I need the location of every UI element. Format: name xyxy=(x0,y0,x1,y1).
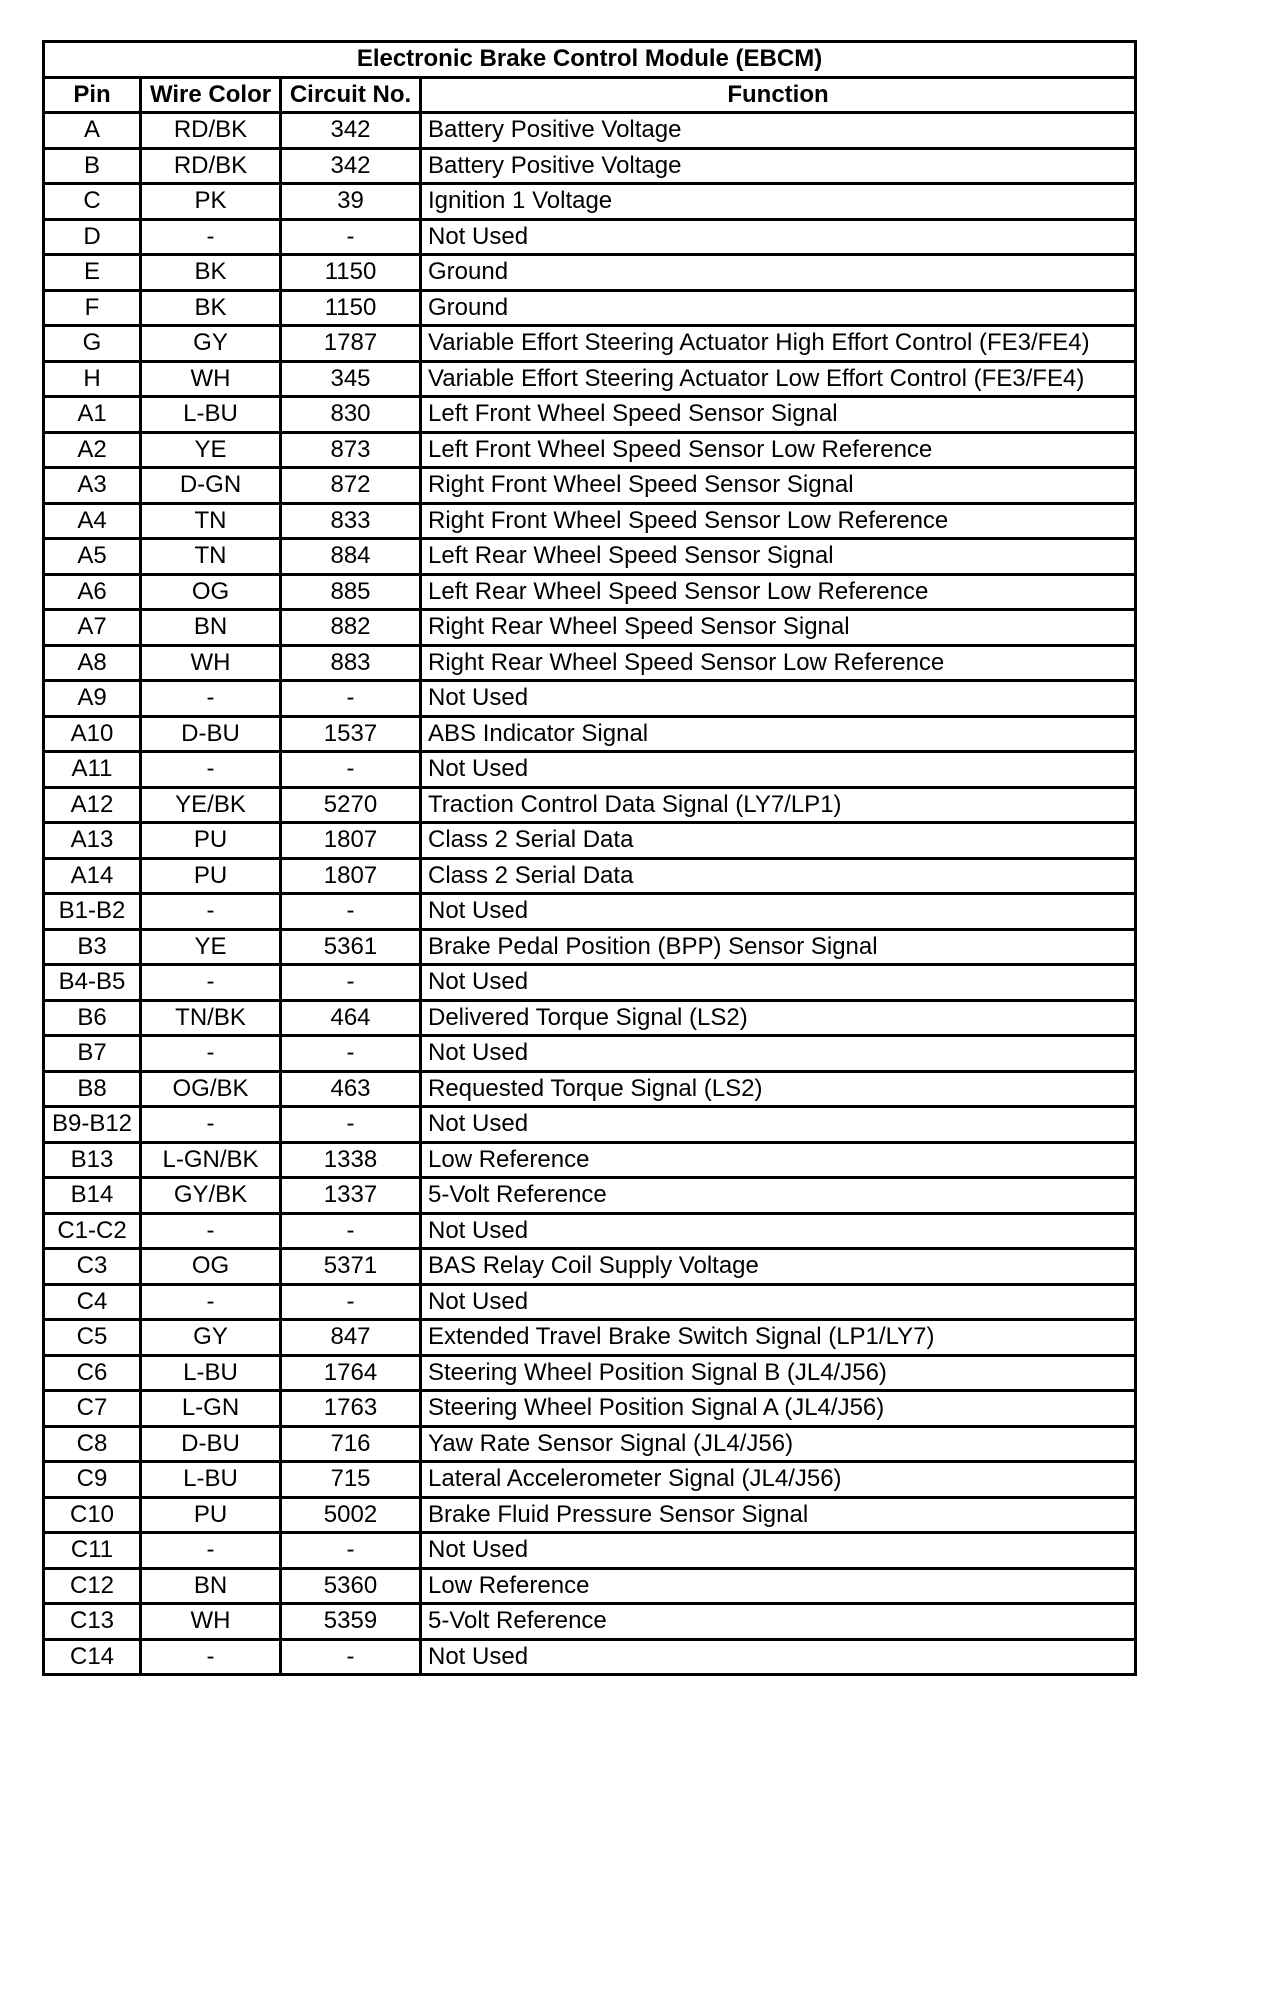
circuit-no-cell: 464 xyxy=(281,1000,421,1036)
wire-color-cell: D-BU xyxy=(141,1426,281,1462)
wire-color-cell: L-GN/BK xyxy=(141,1142,281,1178)
function-cell: BAS Relay Coil Supply Voltage xyxy=(421,1249,1136,1285)
pin-cell: C8 xyxy=(44,1426,141,1462)
pin-cell: C5 xyxy=(44,1320,141,1356)
pin-cell: C11 xyxy=(44,1533,141,1569)
table-title: Electronic Brake Control Module (EBCM) xyxy=(44,42,1136,78)
wire-color-cell: WH xyxy=(141,1604,281,1640)
function-cell: Not Used xyxy=(421,1533,1136,1569)
pin-cell: A12 xyxy=(44,787,141,823)
wire-color-cell: PK xyxy=(141,184,281,220)
table-row xyxy=(44,929,1136,965)
pin-cell: B13 xyxy=(44,1142,141,1178)
table-row xyxy=(44,1249,1136,1285)
table-title-row xyxy=(44,42,1136,78)
pin-cell: A xyxy=(44,113,141,149)
circuit-no-cell: 883 xyxy=(281,645,421,681)
function-cell: Variable Effort Steering Actuator High Effort Control (FE3/FE4) xyxy=(421,326,1136,362)
table-row xyxy=(44,361,1136,397)
function-cell: Left Front Wheel Speed Sensor Low Reference xyxy=(421,432,1136,468)
circuit-no-cell: 1338 xyxy=(281,1142,421,1178)
ebcm-pinout-table xyxy=(42,40,1137,1676)
function-cell: Not Used xyxy=(421,1107,1136,1143)
table-row xyxy=(44,965,1136,1001)
circuit-no-cell: 1763 xyxy=(281,1391,421,1427)
table-row xyxy=(44,681,1136,717)
function-cell: Requested Torque Signal (LS2) xyxy=(421,1071,1136,1107)
pin-cell: A7 xyxy=(44,610,141,646)
wire-color-cell: - xyxy=(141,1533,281,1569)
header-pin: Pin xyxy=(44,77,141,113)
circuit-no-cell: 847 xyxy=(281,1320,421,1356)
circuit-no-cell: 5360 xyxy=(281,1568,421,1604)
pin-cell: C14 xyxy=(44,1639,141,1675)
function-cell: Not Used xyxy=(421,681,1136,717)
wire-color-cell: YE xyxy=(141,929,281,965)
table-row xyxy=(44,1320,1136,1356)
table-row xyxy=(44,1568,1136,1604)
table-row xyxy=(44,823,1136,859)
circuit-no-cell: 1787 xyxy=(281,326,421,362)
table-row xyxy=(44,184,1136,220)
table-row xyxy=(44,1497,1136,1533)
table-body xyxy=(44,113,1136,1675)
table-row xyxy=(44,113,1136,149)
pin-cell: C7 xyxy=(44,1391,141,1427)
function-cell: Right Front Wheel Speed Sensor Low Reference xyxy=(421,503,1136,539)
function-cell: 5-Volt Reference xyxy=(421,1178,1136,1214)
header-row xyxy=(44,77,1136,113)
circuit-no-cell: - xyxy=(281,752,421,788)
pin-cell: A10 xyxy=(44,716,141,752)
wire-color-cell: - xyxy=(141,1639,281,1675)
wire-color-cell: TN xyxy=(141,503,281,539)
function-cell: Traction Control Data Signal (LY7/LP1) xyxy=(421,787,1136,823)
pin-cell: B4-B5 xyxy=(44,965,141,1001)
table-row xyxy=(44,397,1136,433)
function-cell: Brake Fluid Pressure Sensor Signal xyxy=(421,1497,1136,1533)
circuit-no-cell: 342 xyxy=(281,113,421,149)
circuit-no-cell: 5359 xyxy=(281,1604,421,1640)
circuit-no-cell: - xyxy=(281,894,421,930)
wire-color-cell: L-BU xyxy=(141,1462,281,1498)
circuit-no-cell: 873 xyxy=(281,432,421,468)
table-row xyxy=(44,610,1136,646)
table-row xyxy=(44,1604,1136,1640)
function-cell: Brake Pedal Position (BPP) Sensor Signal xyxy=(421,929,1136,965)
table-row xyxy=(44,787,1136,823)
table-row xyxy=(44,1071,1136,1107)
table-row xyxy=(44,1639,1136,1675)
pin-cell: A11 xyxy=(44,752,141,788)
circuit-no-cell: 715 xyxy=(281,1462,421,1498)
function-cell: Not Used xyxy=(421,1639,1136,1675)
pin-cell: A14 xyxy=(44,858,141,894)
table-row xyxy=(44,1107,1136,1143)
function-cell: Not Used xyxy=(421,752,1136,788)
header-function: Function xyxy=(421,77,1136,113)
function-cell: Not Used xyxy=(421,894,1136,930)
table-row xyxy=(44,1284,1136,1320)
wire-color-cell: OG xyxy=(141,574,281,610)
circuit-no-cell: 1807 xyxy=(281,823,421,859)
pin-cell: C10 xyxy=(44,1497,141,1533)
table-row xyxy=(44,1391,1136,1427)
circuit-no-cell: - xyxy=(281,219,421,255)
wire-color-cell: PU xyxy=(141,858,281,894)
circuit-no-cell: 1150 xyxy=(281,290,421,326)
function-cell: Battery Positive Voltage xyxy=(421,148,1136,184)
pin-cell: B8 xyxy=(44,1071,141,1107)
wire-color-cell: WH xyxy=(141,361,281,397)
wire-color-cell: - xyxy=(141,965,281,1001)
function-cell: Steering Wheel Position Signal A (JL4/J56) xyxy=(421,1391,1136,1427)
table-row xyxy=(44,503,1136,539)
circuit-no-cell: 463 xyxy=(281,1071,421,1107)
pin-cell: A2 xyxy=(44,432,141,468)
pin-cell: B xyxy=(44,148,141,184)
table-row xyxy=(44,1213,1136,1249)
function-cell: Not Used xyxy=(421,1284,1136,1320)
function-cell: Extended Travel Brake Switch Signal (LP1/LY7) xyxy=(421,1320,1136,1356)
pin-cell: B3 xyxy=(44,929,141,965)
wire-color-cell: GY xyxy=(141,1320,281,1356)
function-cell: Not Used xyxy=(421,1213,1136,1249)
function-cell: Battery Positive Voltage xyxy=(421,113,1136,149)
header-wire-color: Wire Color xyxy=(141,77,281,113)
table-row xyxy=(44,432,1136,468)
circuit-no-cell: 1337 xyxy=(281,1178,421,1214)
circuit-no-cell: 833 xyxy=(281,503,421,539)
wire-color-cell: OG xyxy=(141,1249,281,1285)
function-cell: Right Front Wheel Speed Sensor Signal xyxy=(421,468,1136,504)
function-cell: Left Front Wheel Speed Sensor Signal xyxy=(421,397,1136,433)
circuit-no-cell: 1150 xyxy=(281,255,421,291)
wire-color-cell: GY/BK xyxy=(141,1178,281,1214)
circuit-no-cell: 1807 xyxy=(281,858,421,894)
circuit-no-cell: - xyxy=(281,965,421,1001)
function-cell: Class 2 Serial Data xyxy=(421,858,1136,894)
circuit-no-cell: 882 xyxy=(281,610,421,646)
circuit-no-cell: 39 xyxy=(281,184,421,220)
wire-color-cell: - xyxy=(141,894,281,930)
wire-color-cell: D-GN xyxy=(141,468,281,504)
pin-cell: C12 xyxy=(44,1568,141,1604)
wire-color-cell: BK xyxy=(141,290,281,326)
table-row xyxy=(44,255,1136,291)
pin-cell: G xyxy=(44,326,141,362)
wire-color-cell: - xyxy=(141,219,281,255)
wire-color-cell: - xyxy=(141,1036,281,1072)
pin-cell: B9-B12 xyxy=(44,1107,141,1143)
wire-color-cell: - xyxy=(141,752,281,788)
function-cell: Not Used xyxy=(421,1036,1136,1072)
function-cell: Ground xyxy=(421,255,1136,291)
wire-color-cell: - xyxy=(141,681,281,717)
wire-color-cell: YE xyxy=(141,432,281,468)
wire-color-cell: BN xyxy=(141,1568,281,1604)
table-row xyxy=(44,468,1136,504)
pin-cell: A8 xyxy=(44,645,141,681)
function-cell: Left Rear Wheel Speed Sensor Signal xyxy=(421,539,1136,575)
wire-color-cell: - xyxy=(141,1213,281,1249)
wire-color-cell: BK xyxy=(141,255,281,291)
pin-cell: A5 xyxy=(44,539,141,575)
table-row xyxy=(44,1036,1136,1072)
function-cell: ABS Indicator Signal xyxy=(421,716,1136,752)
pin-cell: C9 xyxy=(44,1462,141,1498)
pin-cell: C13 xyxy=(44,1604,141,1640)
circuit-no-cell: - xyxy=(281,1213,421,1249)
pin-cell: A9 xyxy=(44,681,141,717)
function-cell: Yaw Rate Sensor Signal (JL4/J56) xyxy=(421,1426,1136,1462)
pin-cell: B14 xyxy=(44,1178,141,1214)
circuit-no-cell: - xyxy=(281,1284,421,1320)
table-row xyxy=(44,716,1136,752)
circuit-no-cell: 1537 xyxy=(281,716,421,752)
pin-cell: B1-B2 xyxy=(44,894,141,930)
table-row xyxy=(44,574,1136,610)
wire-color-cell: BN xyxy=(141,610,281,646)
wire-color-cell: PU xyxy=(141,823,281,859)
circuit-no-cell: 716 xyxy=(281,1426,421,1462)
table-row xyxy=(44,894,1136,930)
wire-color-cell: RD/BK xyxy=(141,113,281,149)
pin-cell: A1 xyxy=(44,397,141,433)
function-cell: Variable Effort Steering Actuator Low Effort Control (FE3/FE4) xyxy=(421,361,1136,397)
function-cell: Not Used xyxy=(421,965,1136,1001)
table-row xyxy=(44,1533,1136,1569)
pin-cell: A3 xyxy=(44,468,141,504)
wire-color-cell: WH xyxy=(141,645,281,681)
circuit-no-cell: 872 xyxy=(281,468,421,504)
wire-color-cell: PU xyxy=(141,1497,281,1533)
table-row xyxy=(44,1142,1136,1178)
table-row xyxy=(44,219,1136,255)
table-row xyxy=(44,1355,1136,1391)
circuit-no-cell: - xyxy=(281,1036,421,1072)
table-row xyxy=(44,148,1136,184)
table-row xyxy=(44,1000,1136,1036)
circuit-no-cell: 342 xyxy=(281,148,421,184)
circuit-no-cell: 5270 xyxy=(281,787,421,823)
pin-cell: A6 xyxy=(44,574,141,610)
pin-cell: F xyxy=(44,290,141,326)
circuit-no-cell: 1764 xyxy=(281,1355,421,1391)
wire-color-cell: - xyxy=(141,1107,281,1143)
function-cell: Delivered Torque Signal (LS2) xyxy=(421,1000,1136,1036)
table-row xyxy=(44,326,1136,362)
pin-cell: C3 xyxy=(44,1249,141,1285)
pin-cell: C6 xyxy=(44,1355,141,1391)
pin-cell: A13 xyxy=(44,823,141,859)
pin-cell: C xyxy=(44,184,141,220)
table-row xyxy=(44,752,1136,788)
function-cell: Ground xyxy=(421,290,1136,326)
wire-color-cell: TN/BK xyxy=(141,1000,281,1036)
circuit-no-cell: - xyxy=(281,1639,421,1675)
table-row xyxy=(44,1178,1136,1214)
pin-cell: C4 xyxy=(44,1284,141,1320)
circuit-no-cell: - xyxy=(281,681,421,717)
table-row xyxy=(44,539,1136,575)
circuit-no-cell: 5002 xyxy=(281,1497,421,1533)
wire-color-cell: D-BU xyxy=(141,716,281,752)
pin-cell: H xyxy=(44,361,141,397)
pin-cell: D xyxy=(44,219,141,255)
function-cell: Steering Wheel Position Signal B (JL4/J56) xyxy=(421,1355,1136,1391)
function-cell: Low Reference xyxy=(421,1142,1136,1178)
circuit-no-cell: 830 xyxy=(281,397,421,433)
table-row xyxy=(44,645,1136,681)
wire-color-cell: YE/BK xyxy=(141,787,281,823)
wire-color-cell: L-GN xyxy=(141,1391,281,1427)
function-cell: Low Reference xyxy=(421,1568,1136,1604)
wire-color-cell: RD/BK xyxy=(141,148,281,184)
function-cell: 5-Volt Reference xyxy=(421,1604,1136,1640)
pin-cell: B6 xyxy=(44,1000,141,1036)
function-cell: Ignition 1 Voltage xyxy=(421,184,1136,220)
function-cell: Right Rear Wheel Speed Sensor Signal xyxy=(421,610,1136,646)
circuit-no-cell: 5371 xyxy=(281,1249,421,1285)
circuit-no-cell: - xyxy=(281,1107,421,1143)
circuit-no-cell: 345 xyxy=(281,361,421,397)
wire-color-cell: L-BU xyxy=(141,1355,281,1391)
wire-color-cell: GY xyxy=(141,326,281,362)
table-row xyxy=(44,1426,1136,1462)
header-circuit-no: Circuit No. xyxy=(281,77,421,113)
wire-color-cell: - xyxy=(141,1284,281,1320)
circuit-no-cell: 884 xyxy=(281,539,421,575)
pin-cell: B7 xyxy=(44,1036,141,1072)
pin-cell: E xyxy=(44,255,141,291)
table-row xyxy=(44,290,1136,326)
wire-color-cell: OG/BK xyxy=(141,1071,281,1107)
function-cell: Lateral Accelerometer Signal (JL4/J56) xyxy=(421,1462,1136,1498)
table-row xyxy=(44,1462,1136,1498)
function-cell: Class 2 Serial Data xyxy=(421,823,1136,859)
function-cell: Left Rear Wheel Speed Sensor Low Reference xyxy=(421,574,1136,610)
function-cell: Right Rear Wheel Speed Sensor Low Reference xyxy=(421,645,1136,681)
table-row xyxy=(44,858,1136,894)
pin-cell: A4 xyxy=(44,503,141,539)
circuit-no-cell: - xyxy=(281,1533,421,1569)
pin-cell: C1-C2 xyxy=(44,1213,141,1249)
circuit-no-cell: 5361 xyxy=(281,929,421,965)
wire-color-cell: TN xyxy=(141,539,281,575)
circuit-no-cell: 885 xyxy=(281,574,421,610)
wire-color-cell: L-BU xyxy=(141,397,281,433)
function-cell: Not Used xyxy=(421,219,1136,255)
